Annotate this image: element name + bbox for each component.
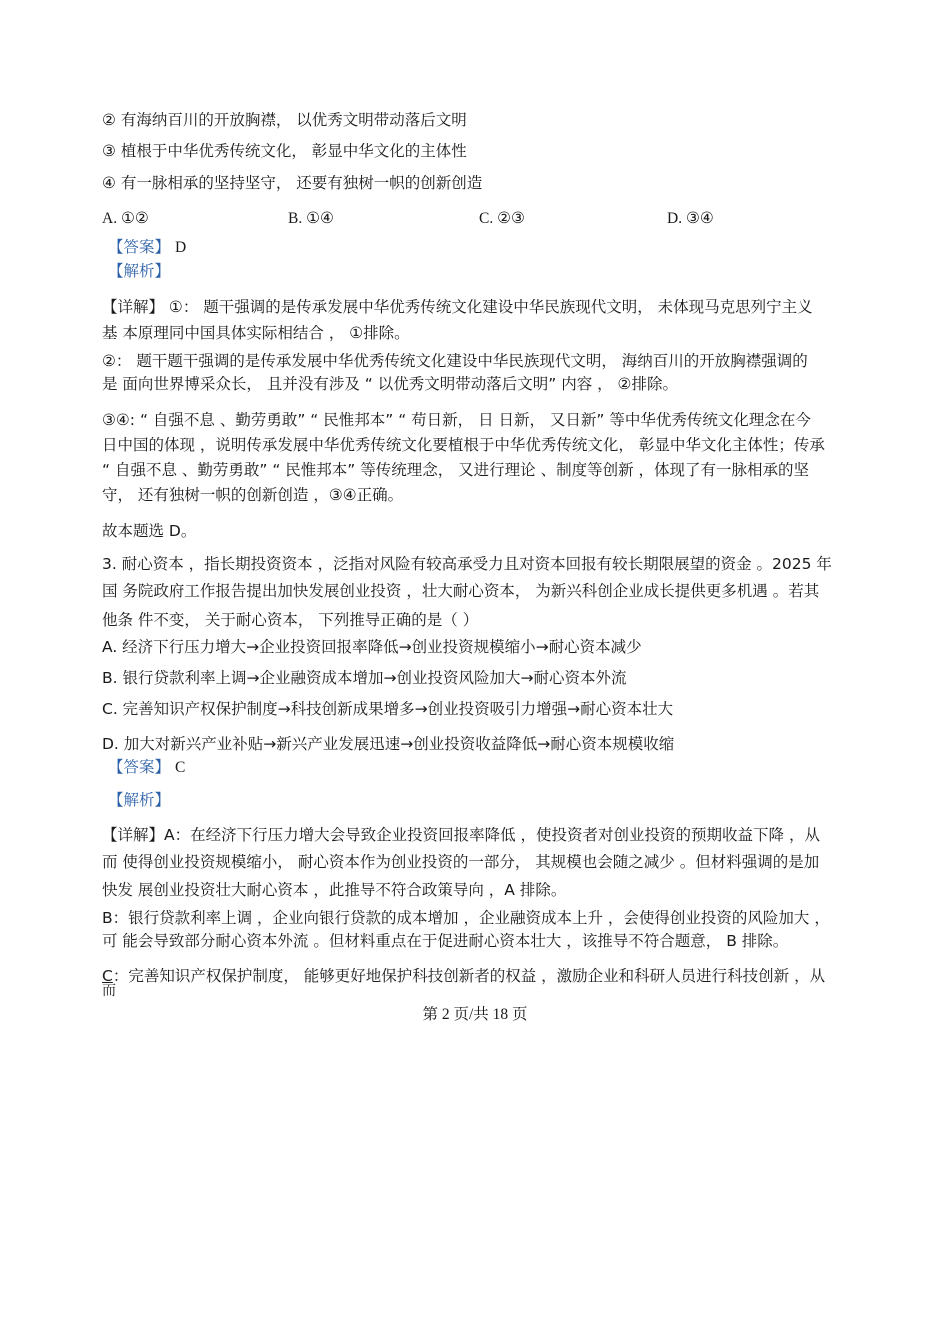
q3-option-b: B. 银行贷款利率上调→企业融资成本增加→创业投资风险加大→耐心资本外流 <box>102 669 627 687</box>
choice-d: D. ③④ <box>667 210 714 227</box>
q3-detail-line: 可 能会导致部分耐心资本外流 。但材料重点在于促进耐心资本壮大 ，该推导不符合题意， B 排除。 <box>102 932 789 950</box>
answer-value: D <box>174 239 187 256</box>
detail-text: ：完善知识产权保护制度， 能够更好地保护科技创新者的权益 ，激励企业和科研人员进行科技创新 ，从 <box>112 967 826 985</box>
page-footer: 第 2 页/共 18 页 <box>422 1006 528 1023</box>
q3-stem-line: 国 务院政府工作报告提出加快发展创业投资 ，壮大耐心资本， 为新兴科创企业成长提供更多机遇 。若其 <box>102 582 820 600</box>
q2-detail-line: 日中国的体现 ，说明传承发展中华优秀传统文化要植根于中华优秀传统文化， 彰显中华文化主体性；传承 <box>102 436 825 454</box>
q2-detail-line: 【详解】 ①： 题干强调的是传承发展中华优秀传统文化建设中华民族现代文明， 未体现马克思列宁主义 <box>102 298 813 316</box>
q3-option-a: A. 经济下行压力增大→企业投资回报率降低→创业投资规模缩小→耐心资本减少 <box>102 638 642 656</box>
q3-detail-line: 快发 展创业投资壮大耐心资本 ，此推导不符合政策导向 ，A 排除。 <box>102 881 567 899</box>
q3-option-d: D. 加大对新兴产业补贴→新兴产业发展迅速→创业投资收益降低→耐心资本规模收缩 <box>102 735 675 753</box>
q3-detail-line <box>102 965 825 987</box>
q3-answer <box>108 756 185 779</box>
option-4-text: ④ 有一脉相承的坚持坚守， 还要有独树一帜的创新创造 <box>102 174 483 192</box>
choice-c: C. ②③ <box>479 210 525 227</box>
q3-detail-wrap: 而 <box>102 983 116 999</box>
choice-a: A. ①② <box>102 210 149 227</box>
answer-label: 【答案】 <box>108 758 171 776</box>
q2-detail-line: ③④: “ 自强不息 、勤劳勇敢” “ 民惟邦本” “ 苟日新， 日 日新， 又日新” 等中华优秀传统文化理念在今 <box>102 411 811 429</box>
q3-detail-line: B：银行贷款利率上调 ，企业向银行贷款的成本增加 ，企业融资成本上升 ，会使得创业投资的风险加大 ， <box>102 909 830 927</box>
q3-stem-line: 他条 件不变， 关于耐心资本， 下列推导正确的是（ ） <box>102 611 479 629</box>
q2-detail-line: “ 自强不息 、勤劳勇敢” “ 民惟邦本” 等传统理念， 又进行理论 、制度等创新 ，体现了有一脉相承的坚 <box>102 461 810 479</box>
analysis-label: 【解析】 <box>108 262 171 280</box>
choice-b: B. ①④ <box>288 210 334 227</box>
q3-option-c: C. 完善知识产权保护制度→科技创新成果增多→创业投资吸引力增强→耐心资本壮大 <box>102 700 674 718</box>
q2-conclusion: 故本题选 D。 <box>102 522 197 540</box>
option-letter: C <box>102 967 113 985</box>
option-3-text: ③ 植根于中华优秀传统文化， 彰显中华文化的主体性 <box>102 142 467 160</box>
analysis-label: 【解析】 <box>108 791 171 809</box>
q3-stem-line: 3. 耐心资本 ，指长期投资资本 ，泛指对风险有较高承受力且对资本回报有较长期限展望的资金 。2025 年 <box>102 555 832 573</box>
q2-answer <box>108 236 186 259</box>
q2-detail-line: 是 面向世界博采众长， 且并没有涉及 “ 以优秀文明带动落后文明” 内容 ， ②排除。 <box>102 375 678 393</box>
q3-detail-line: 【详解】A：在经济下行压力增大会导致企业投资回报率降低 ，使投资者对创业投资的预期收益下降 ，从 <box>102 826 820 844</box>
answer-value: C <box>174 759 186 776</box>
answer-label: 【答案】 <box>108 238 171 256</box>
q2-detail-line: ②： 题干题干强调的是传承发展中华优秀传统文化建设中华民族现代文明， 海纳百川的开放胸襟强调的 <box>102 352 808 370</box>
q3-detail-line: 而 使得创业投资规模缩小， 耐心资本作为创业投资的一部分， 其规模也会随之减少 。但材料强调的是加 <box>102 853 820 871</box>
q2-detail-line: 守， 还有独树一帜的创新创造 ，③④正确。 <box>102 486 404 504</box>
q2-detail-line: 基 本原理同中国具体实际相结合 ， ①排除。 <box>102 324 410 342</box>
option-2-text: ② 有海纳百川的开放胸襟， 以优秀文明带动落后文明 <box>102 111 467 129</box>
